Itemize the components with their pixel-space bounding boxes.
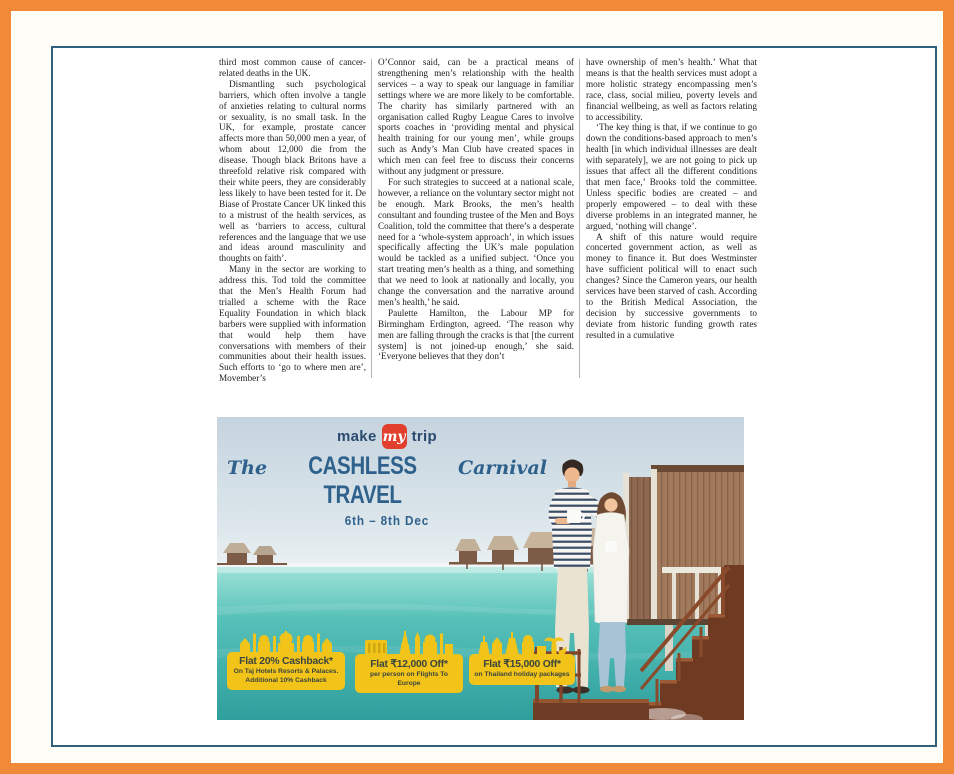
thailand-skyline-icon: [476, 630, 568, 656]
paragraph: Dismantling such psychological barriers, which often involve a tangle of anxieties relating to cultural norms or sexuality, is no small task. In the UK, for example, prostate cancer affects more than 50,000 men a year, of whom about 12,000 die from the disease. Though black Britons have a threefold relative risk compared with their white peers, they are considerably less likely to have been tested for it. De Biase of Prostate Cancer UK linked this to a mistrust of the health services, as well as ‘barriers to access, cultural references and the language that we use and ideas around masculinity and thoughts on faith’.: [219, 78, 366, 264]
offer-thailand-packages: [469, 630, 575, 685]
europe-skyline-icon: [363, 630, 455, 656]
campaign-title: [227, 452, 547, 510]
column-divider: [579, 59, 580, 378]
offer-box: [227, 652, 345, 690]
offer-detail: per person on Flights To Europe: [370, 671, 448, 687]
makemytrip-advertisement: [217, 417, 744, 720]
offer-taj-hotels: [227, 630, 345, 690]
makemytrip-my-badge-icon: my: [382, 424, 407, 449]
offer-box: [355, 654, 463, 693]
logo-trip-text: trip: [411, 428, 437, 445]
paragraph: O’Connor said, can be a practical means of strengthening men’s relationship with the health services – a way to speak our language in familiar settings where we are more likely to be comfortable. The charity has similarly partnered with an organisation called Rugby League Cares to involve sports coaches in ‘providing mental and physical health training for our young men’, while groups such as Andy’s Man Club have created spaces in which men can feel free to discuss their concerns without any judgment or pressure.: [378, 57, 574, 177]
article-column-2: [378, 57, 574, 384]
offer-box: [469, 654, 575, 685]
offer-flights-europe: [355, 630, 463, 693]
paragraph: Many in the sector are working to address this. Tod told the committee that the Men’s Health Forum had trialled a scheme with the Race Equality Foundation in which black barbers were supplied with information that would help them have conversations with members of their communities about their health issues. Such efforts to ‘go to where men are’, Movember’s: [219, 264, 366, 384]
article-column-1: [219, 57, 366, 384]
title-carnival: Carnival: [457, 457, 547, 479]
ad-header: [227, 424, 547, 530]
palace-skyline-icon: [236, 630, 336, 654]
page-inner-frame: [51, 46, 937, 747]
paragraph: ‘The key thing is that, if we continue to go down the conditions-based approach to men’s health [in which individual illnesses are dealt with separately], we are not going to pick up issues that affect all the different conditions that men face,’ Brooks told the committee. Unless specific bodies are created – and properly empowered – to deal with these diverse problems in an integrated manner, he argued, ‘nothing will change’.: [586, 122, 757, 231]
article-text-block: [219, 57, 764, 384]
offer-detail: on Thailand holiday packages: [474, 671, 570, 678]
offer-headline: Flat 20% Cashback*: [239, 656, 333, 667]
wooden-platform: [533, 699, 649, 720]
offer-headline: Flat ₹15,000 Off*: [483, 659, 561, 670]
title-the: The: [227, 457, 268, 479]
paragraph: have ownership of men’s health.’ What that means is that the health services must adopt a more holistic strategy encompassing men’s race, class, social milieu, poverty levels and financial wellbeing, as well as factors relating to accessibility.: [586, 57, 757, 122]
campaign-dates: 6th – 8th Dec: [344, 513, 430, 528]
column-divider: [371, 59, 372, 378]
paragraph: Paulette Hamilton, the Labour MP for Birmingham Erdington, agreed. ‘The reason why men are falling through the cracks is that [the current system] is not joined-up enough,’ she said. ‘Everyone believes that they don’t: [378, 307, 574, 362]
makemytrip-logo: [227, 424, 547, 449]
offer-headline: Flat ₹12,000 Off*: [370, 659, 448, 670]
offer-detail: On Taj Hotels Resorts & Palaces. Additional 10% Cashback: [233, 668, 339, 684]
title-cashless-travel: CASHLESS TRAVEL: [308, 452, 417, 509]
paragraph: For such strategies to succeed at a national scale, however, a reliance on the voluntary sector might not be enough. Mark Brooks, the men’s health consultant and founding trustee of the Men and Boys Coalition, told the committee that there’s a desperate need for a ‘whole-system approach’, in which issues specifically affecting the UK’s male population would be tackled as a unified subject. ‘Once you start treating men’s health as a thing, and something that we need to look at nationally and locally, you change the conversation and the narrative around men’s health,’ he said.: [378, 176, 574, 307]
paragraph: third most common cause of cancer-related deaths in the UK.: [219, 57, 366, 78]
article-column-3: [586, 57, 757, 384]
paragraph: A shift of this nature would require concerted government action, as well as money to finance it. But does Westminster have sufficient political will to enact such changes? Since the Cameron years, our health services have been starved of cash. According to the British Medical Association, the decision by successive governments to deviate from historic funding growth rates resulted in a cumulative: [586, 231, 757, 340]
logo-make-text: make: [337, 428, 377, 445]
